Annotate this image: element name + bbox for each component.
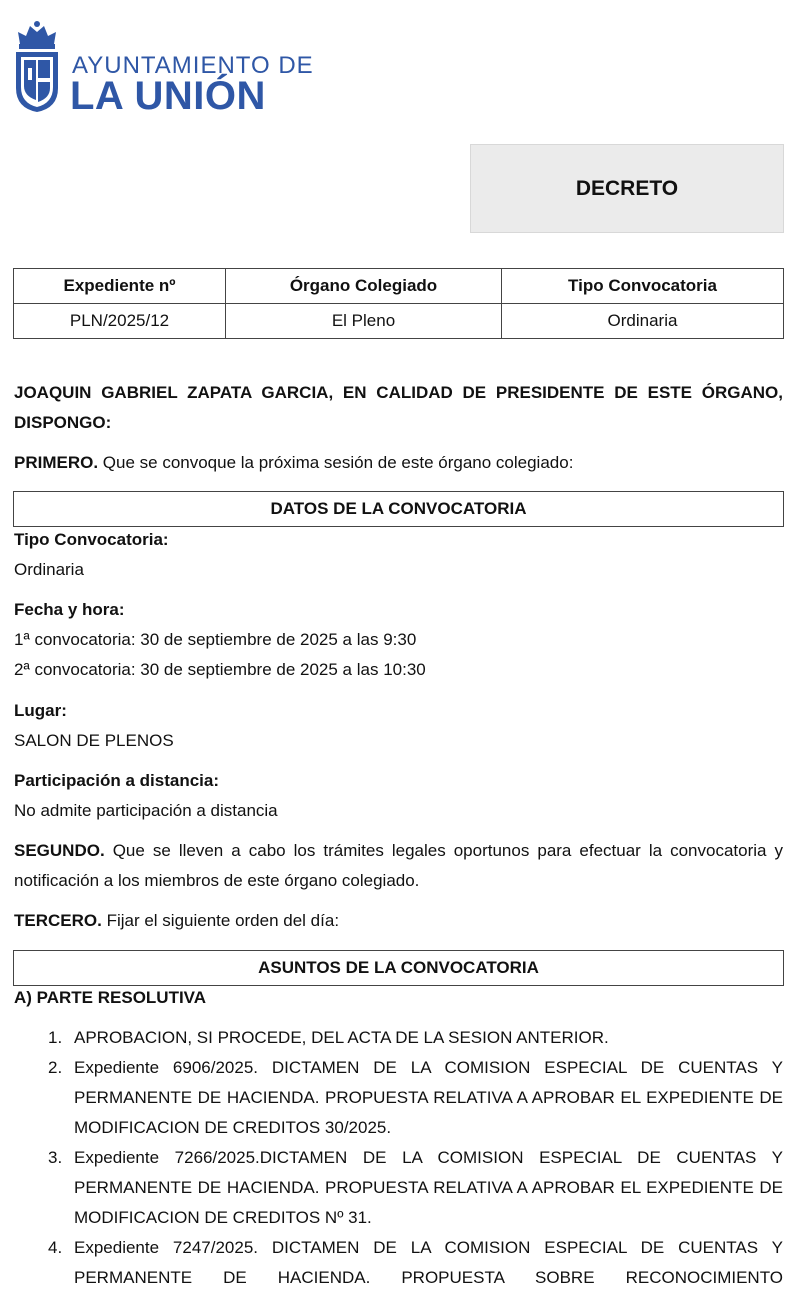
cell-organo: El Pleno — [226, 304, 502, 339]
municipal-logo — [12, 18, 314, 118]
tercero-label: TERCERO. — [14, 911, 102, 930]
decree-title: DECRETO — [575, 176, 679, 200]
list-item-text: APROBACION, SI PROCEDE, DEL ACTA DE LA SESION ANTERIOR. — [74, 1028, 609, 1047]
cell-expediente: PLN/2025/12 — [14, 304, 226, 339]
list-item-number: 4. — [48, 1238, 63, 1257]
parte-resolutiva-heading: A) PARTE RESOLUTIVA — [14, 988, 207, 1007]
participacion-label: Participación a distancia: — [14, 771, 220, 790]
tercero-text: Fijar el siguiente orden del día: — [101, 911, 340, 930]
lugar-label: Lugar: — [14, 701, 67, 720]
table-row — [14, 304, 784, 339]
lugar-value: SALON DE PLENOS — [14, 731, 174, 750]
list-item — [48, 1143, 783, 1233]
list-item — [48, 1023, 783, 1053]
list-item-number: 2. — [48, 1058, 63, 1077]
segundo-text: Que se lleven a cabo los trámites legales oportunos para efectuar la convocatoria y notificación a los miembros de este órgano colegiado. — [14, 841, 783, 890]
tipo-value: Ordinaria — [14, 560, 84, 579]
logo-line2: LA UNIÓN — [70, 74, 266, 118]
expediente-table — [13, 268, 784, 339]
datos-header: DATOS DE LA CONVOCATORIA — [13, 491, 784, 527]
list-item-text: Expediente 6906/2025. DICTAMEN DE LA COMISION ESPECIAL DE CUENTAS Y PERMANENTE DE HACIENDA. PROPUESTA RELATIVA A APROBAR EL EXPEDIENTE DE MODIFICACION DE CREDITOS 30/2025. — [74, 1058, 783, 1137]
presidente-paragraph: JOAQUIN GABRIEL ZAPATA GARCIA, EN CALIDAD DE PRESIDENTE DE ESTE ÓRGANO, DISPONGO: — [14, 383, 783, 432]
fecha-segunda: 2ª convocatoria: 30 de septiembre de 2025 a las 10:30 — [14, 660, 426, 679]
tipo-label: Tipo Convocatoria: — [14, 530, 169, 549]
list-item — [48, 1233, 783, 1302]
fecha-label: Fecha y hora: — [14, 600, 125, 619]
list-item-text: Expediente 7247/2025. DICTAMEN DE LA COMISION ESPECIAL DE CUENTAS Y PERMANENTE DE HACIENDA. PROPUESTA SOBRE RECONOCIMIENTO — [74, 1238, 783, 1287]
participacion-value: No admite participación a distancia — [14, 801, 278, 820]
fecha-primera: 1ª convocatoria: 30 de septiembre de 2025 a las 9:30 — [14, 630, 417, 649]
primero-text: Que se convoque la próxima sesión de este órgano colegiado: — [98, 453, 574, 472]
asuntos-header: ASUNTOS DE LA CONVOCATORIA — [13, 950, 784, 986]
cell-tipo: Ordinaria — [502, 304, 784, 339]
segundo-label: SEGUNDO. — [14, 841, 105, 860]
primero-label: PRIMERO. — [14, 453, 99, 472]
primero-paragraph — [14, 448, 783, 478]
decree-title-box — [470, 144, 784, 233]
table-header-row — [14, 269, 784, 304]
header-tipo: Tipo Convocatoria — [502, 269, 784, 304]
tercero-paragraph — [14, 906, 783, 936]
header-organo: Órgano Colegiado — [226, 269, 502, 304]
logo-line1: AYUNTAMIENTO DE — [72, 52, 314, 79]
list-item-text: Expediente 7266/2025.DICTAMEN DE LA COMISION ESPECIAL DE CUENTAS Y PERMANENTE DE HACIENDA. PROPUESTA RELATIVA A APROBAR EL EXPEDIENTE DE MODIFICACION DE CREDITOS Nº 31. — [74, 1148, 783, 1227]
header-expediente: Expediente nº — [14, 269, 226, 304]
coat-of-arms-icon — [12, 18, 62, 114]
list-item — [48, 1053, 783, 1143]
list-item-number: 3. — [48, 1148, 63, 1167]
segundo-paragraph — [14, 836, 783, 896]
list-item-number: 1. — [48, 1028, 63, 1047]
